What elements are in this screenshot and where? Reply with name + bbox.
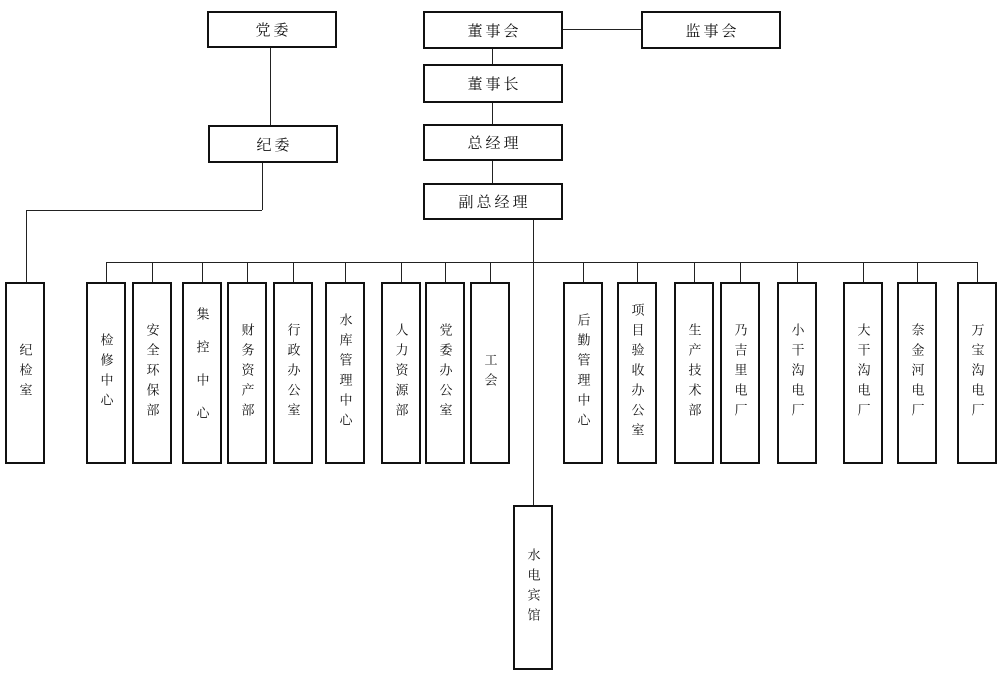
node-dept-human-resources xyxy=(381,282,421,464)
node-label: 生产技术部 xyxy=(686,323,702,423)
node-dept-project-acceptance xyxy=(617,282,657,464)
node-label: 项目验收办公室 xyxy=(629,303,645,443)
connector-stub xyxy=(917,262,918,282)
node-label: 总经理 xyxy=(467,136,522,152)
node-dept-admin-office xyxy=(273,282,313,464)
connector-board-supervisory xyxy=(563,29,641,30)
node-label: 乃吉里电厂 xyxy=(732,323,748,423)
node-plant-naijili xyxy=(720,282,760,464)
connector-chairman-gm xyxy=(492,103,493,124)
connector-stub xyxy=(293,262,294,282)
node-dept-labor-union xyxy=(470,282,510,464)
connector-stub xyxy=(445,262,446,282)
node-party-committee xyxy=(207,11,337,48)
node-chairman xyxy=(423,64,563,103)
node-label: 董事会 xyxy=(467,23,522,40)
node-label: 小干沟电厂 xyxy=(789,323,805,423)
connector-stub xyxy=(345,262,346,282)
node-label: 万宝沟电厂 xyxy=(969,323,985,423)
node-label: 人力资源部 xyxy=(393,323,409,423)
connector-stub xyxy=(583,262,584,282)
connector-party-discipline xyxy=(270,48,271,125)
connector-stub xyxy=(797,262,798,282)
node-dept-party-office xyxy=(425,282,465,464)
node-label: 安全环保部 xyxy=(144,323,160,423)
connector-gm-dgm xyxy=(492,161,493,183)
node-dept-reservoir-management xyxy=(325,282,365,464)
node-discipline-inspection-office xyxy=(5,282,45,464)
node-label: 检修中心 xyxy=(98,333,114,413)
node-label: 行政办公室 xyxy=(285,323,301,423)
connector-stub xyxy=(106,262,107,282)
node-dept-maintenance-center xyxy=(86,282,126,464)
node-plant-dagangou xyxy=(843,282,883,464)
connector-stub xyxy=(637,262,638,282)
node-label: 大干沟电厂 xyxy=(855,323,871,423)
node-label: 后勤管理中心 xyxy=(575,313,591,433)
node-label: 党委 xyxy=(255,23,292,39)
connector-stub xyxy=(202,262,203,282)
connector-stub xyxy=(490,262,491,282)
node-label: 纪委 xyxy=(256,137,293,154)
node-dept-production-tech xyxy=(674,282,714,464)
node-label: 党委办公室 xyxy=(437,323,453,423)
connector-trunk xyxy=(106,262,977,263)
node-label: 水库管理中心 xyxy=(337,313,353,433)
node-label: 水电宾馆 xyxy=(525,547,541,628)
connector-stub xyxy=(863,262,864,282)
node-dept-centralized-control xyxy=(182,282,222,464)
node-label: 奈金河电厂 xyxy=(909,323,925,423)
node-general-manager xyxy=(423,124,563,161)
node-discipline-committee xyxy=(208,125,338,163)
connector-stub xyxy=(152,262,153,282)
node-label: 董事长 xyxy=(467,77,522,93)
connector-board-chairman xyxy=(492,49,493,64)
node-label: 工会 xyxy=(482,353,498,393)
connector-stub xyxy=(247,262,248,282)
node-plant-naijinhe xyxy=(897,282,937,464)
node-label: 纪检室 xyxy=(17,343,33,403)
connector-discipline-elbow-down xyxy=(262,163,263,210)
node-dept-safety-environment xyxy=(132,282,172,464)
connector-discipline-elbow-drop xyxy=(26,210,27,282)
node-label: 集控中心 xyxy=(194,307,210,439)
node-label: 副总经理 xyxy=(458,195,531,211)
node-plant-wanbaogou xyxy=(957,282,997,464)
connector-discipline-elbow-across xyxy=(26,210,262,211)
node-dept-logistics xyxy=(563,282,603,464)
connector-stub xyxy=(740,262,741,282)
connector-stub xyxy=(694,262,695,282)
node-dept-finance-assets xyxy=(227,282,267,464)
connector-stub xyxy=(401,262,402,282)
node-label: 财务资产部 xyxy=(239,323,255,423)
node-plant-xiaogangou xyxy=(777,282,817,464)
node-deputy-general-manager xyxy=(423,183,563,220)
node-label: 监事会 xyxy=(685,23,740,40)
connector-stub xyxy=(977,262,978,282)
node-hotel xyxy=(513,505,553,670)
node-board-of-directors xyxy=(423,11,563,49)
node-supervisory-board xyxy=(641,11,781,49)
